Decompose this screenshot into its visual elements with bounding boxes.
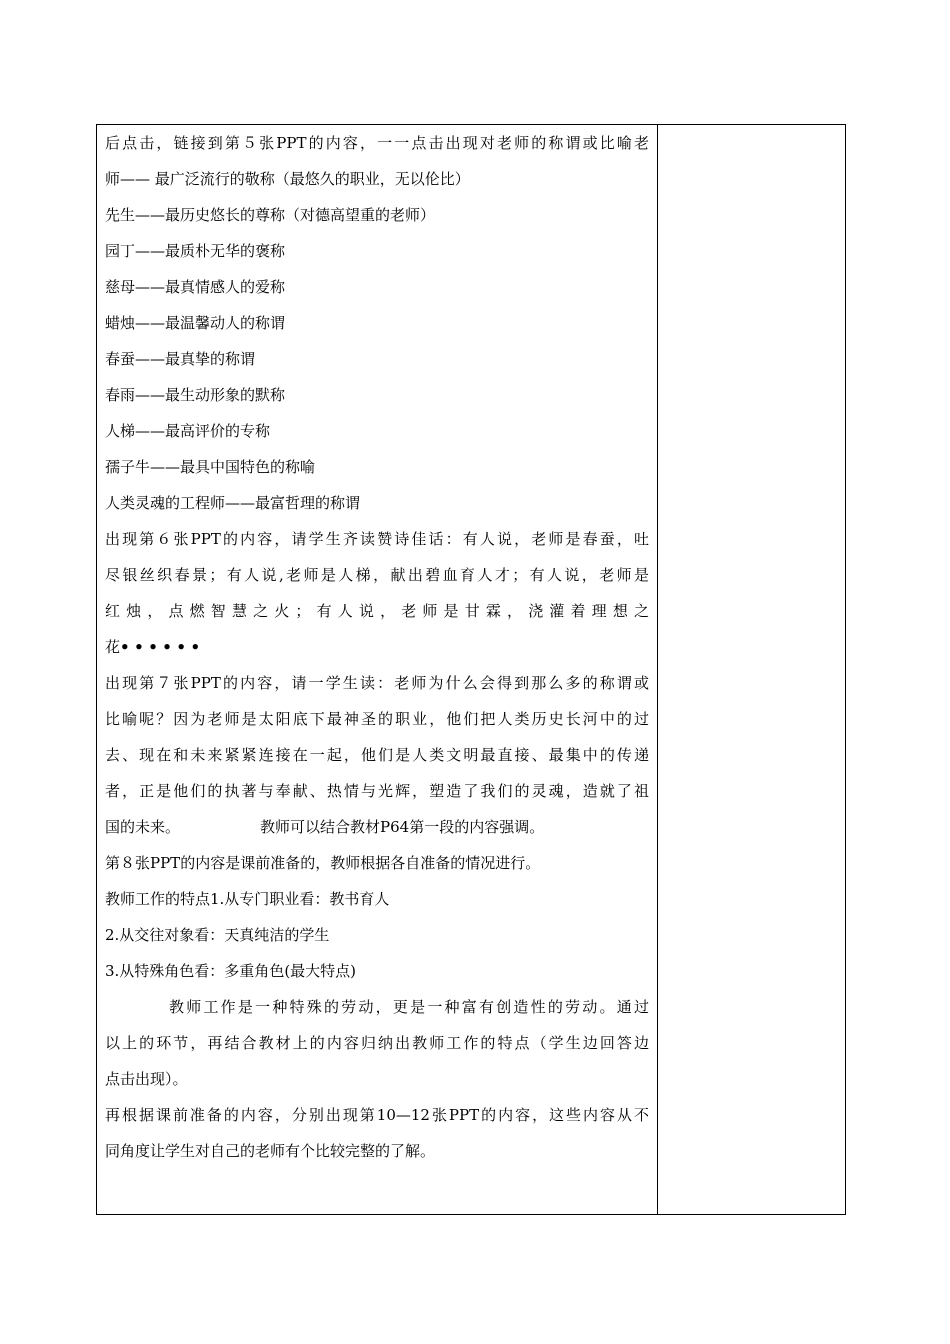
text-fragment: 教师可以结合教材P64第一段的内容强调。 <box>260 818 545 836</box>
text-line <box>105 809 649 845</box>
text-line: 蜡烛——最温馨动人的称谓 <box>105 314 286 332</box>
text-line: 以上的环节，再结合教材上的内容归纳出教师工作的特点（学生边回答边 <box>105 1034 649 1052</box>
content-column <box>97 125 657 1169</box>
lesson-table <box>96 124 846 1215</box>
text-line: 后点击，链接到第５张PPT的内容，一一点击出现对老师的称谓或比喻老 <box>105 134 649 152</box>
text-line: 3.从特殊角色看：多重角色(最大特点) <box>105 962 357 980</box>
text-fragment: 花 <box>105 638 121 656</box>
text-line: 第８张PPT的内容是课前准备的，教师根据各自准备的情况进行。 <box>105 854 541 872</box>
text-line: 教师工作是一种特殊的劳动，更是一种富有创造性的劳动。通过 <box>169 998 649 1016</box>
text-line: 人梯——最高评价的专称 <box>105 422 271 440</box>
text-line: 先生——最历史悠长的尊称（对德高望重的老师） <box>105 206 436 224</box>
text-line: 慈母——最真情感人的爱称 <box>105 278 286 296</box>
text-line: 再根据课前准备的内容，分别出现第10—12张PPT的内容，这些内容从不 <box>105 1106 649 1124</box>
text-line: 点击出现）。 <box>105 1070 188 1088</box>
text-line: 师—— 最广泛流行的敬称（最悠久的职业，无以伦比） <box>105 170 470 188</box>
text-line: 春蚕——最真挚的称谓 <box>105 350 256 368</box>
text-line: 教师工作的特点1.从专门职业看：教书育人 <box>105 890 390 908</box>
text-line: 比喻呢？因为老师是太阳底下最神圣的职业，他们把人类历史长河中的过 <box>105 710 649 728</box>
text-line: 同角度让学生对自己的老师有个比较完整的了解。 <box>105 1142 436 1160</box>
ellipsis-dots: •••••• <box>120 638 205 656</box>
text-line: 去、现在和未来紧紧连接在一起，他们是人类文明最直接、最集中的传递 <box>105 746 649 764</box>
text-fragment: 国的未来。 <box>105 818 181 836</box>
text-line: 孺子牛——最具中国特色的称喻 <box>105 458 316 476</box>
text-line: 出现第６张PPT的内容，请学生齐读赞诗佳话：有人说，老师是春蚕，吐 <box>105 530 649 548</box>
text-line <box>105 629 649 665</box>
text-line: 红烛，点燃智慧之火；有人说，老师是甘霖，浇灌着理想之 <box>105 602 649 620</box>
text-line: 2.从交往对象看：天真纯洁的学生 <box>105 926 330 944</box>
column-divider <box>657 125 658 1214</box>
text-line: 者，正是他们的执著与奉献、热情与光辉，塑造了我们的灵魂，造就了祖 <box>105 782 649 800</box>
text-line: 出现第７张PPT的内容，请一学生读：老师为什么会得到那么多的称谓或 <box>105 674 649 692</box>
text-line: 园丁——最质朴无华的褒称 <box>105 242 286 260</box>
text-line: 春雨——最生动形象的默称 <box>105 386 286 404</box>
text-line: 尽银丝织春景；有人说,老师是人梯，献出碧血育人才；有人说，老师是 <box>105 566 649 584</box>
text-line: 人类灵魂的工程师——最富哲理的称谓 <box>105 494 361 512</box>
